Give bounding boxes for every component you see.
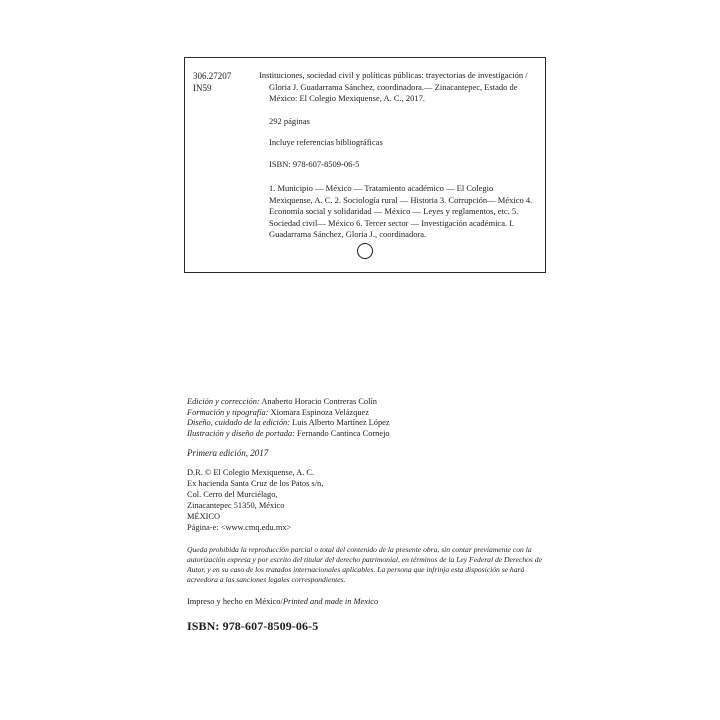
credit-name: Xiomara Espinoza Velázquez (270, 407, 369, 417)
card-isbn: ISBN: 978-607-8509-06-5 (269, 158, 360, 169)
credit-line (187, 429, 547, 440)
card-body (259, 70, 533, 241)
credit-role: Edición y corrección: (187, 397, 260, 406)
address-line: MÉXICO (187, 511, 221, 521)
catalog-card (184, 57, 546, 273)
credits (187, 397, 547, 439)
credit-line (187, 408, 547, 419)
publisher-address (187, 467, 547, 533)
card-hole-circle (357, 243, 373, 259)
credit-role: Diseño, cuidado de la edición: (187, 418, 291, 427)
credit-role: Formación y tipografía: (187, 407, 269, 417)
credit-line (187, 418, 547, 429)
subject-headings: 1. Municipio — México — Tratamiento académico — El Colegio Mexiquense, A. C. 2. Sociología rural — Historia 3. Corrupción— México 4. Economía social y solidaridad — México — Leyes y reglamentos, etc. 5. Sociedad civil— México 6. Tercer sector — Investigación académica. I. Guadarrama Sánchez, Gloria J., coordinadora. (269, 183, 533, 239)
address-line: Zinacantepec 51350, México (187, 500, 285, 510)
address-line: Ex hacienda Santa Cruz de los Patos s/n, (187, 478, 324, 488)
printed-in-spanish: Impreso y hecho en México/ (187, 596, 283, 606)
credit-role: Ilustración y diseño de portada: (187, 428, 295, 438)
credit-line (187, 397, 547, 408)
credit-name: Luis Alberto Martínez López (292, 418, 390, 427)
call-number-cutter: IN59 (193, 83, 212, 93)
colophon (187, 397, 547, 632)
legal-notice: Queda prohibida la reproducción parcial o total del contenido de la presente obra, sin contar previamente con la autorización expresa y por escrito del titular del derecho patrimonial, en términos de la Ley Federal de Derechos de Autor, y en su caso de los tratados internacionales aplicables. La persona que infrinja esta disposición se hará acreedora a las sanciones legales correspondientes. (187, 544, 542, 584)
isbn-footer: ISBN: 978-607-8509-06-5 (187, 619, 319, 633)
edition: Primera edición, 2017 (187, 448, 269, 458)
title-entry: Instituciones, sociedad civil y políticas públicas: trayectorias de investigación / Gloria J. Guadarrama Sánchez, coordinadora.— Zinacantepec, Estado de México: El Colegio Mexiquense, A. C., 2017. (259, 70, 528, 103)
printed-in-english: Printed and made in Mexico (282, 596, 379, 606)
printed-in (187, 597, 547, 608)
address-line: Página-e: <www.cmq.edu.mx> (187, 522, 292, 532)
references-note: Incluye referencias bibliográficas (269, 137, 383, 147)
address-line: D.R. © El Colegio Mexiquense, A. C. (187, 467, 315, 477)
credit-name: Fernando Cantinca Cornejo (297, 428, 390, 438)
address-line: Col. Cerro del Murciélago, (187, 489, 278, 499)
call-number (193, 70, 231, 94)
credit-name: Anaberto Horacio Contreras Colín (261, 397, 377, 406)
page-count: 292 páginas (269, 115, 310, 126)
call-number-class: 306.27207 (193, 71, 232, 81)
